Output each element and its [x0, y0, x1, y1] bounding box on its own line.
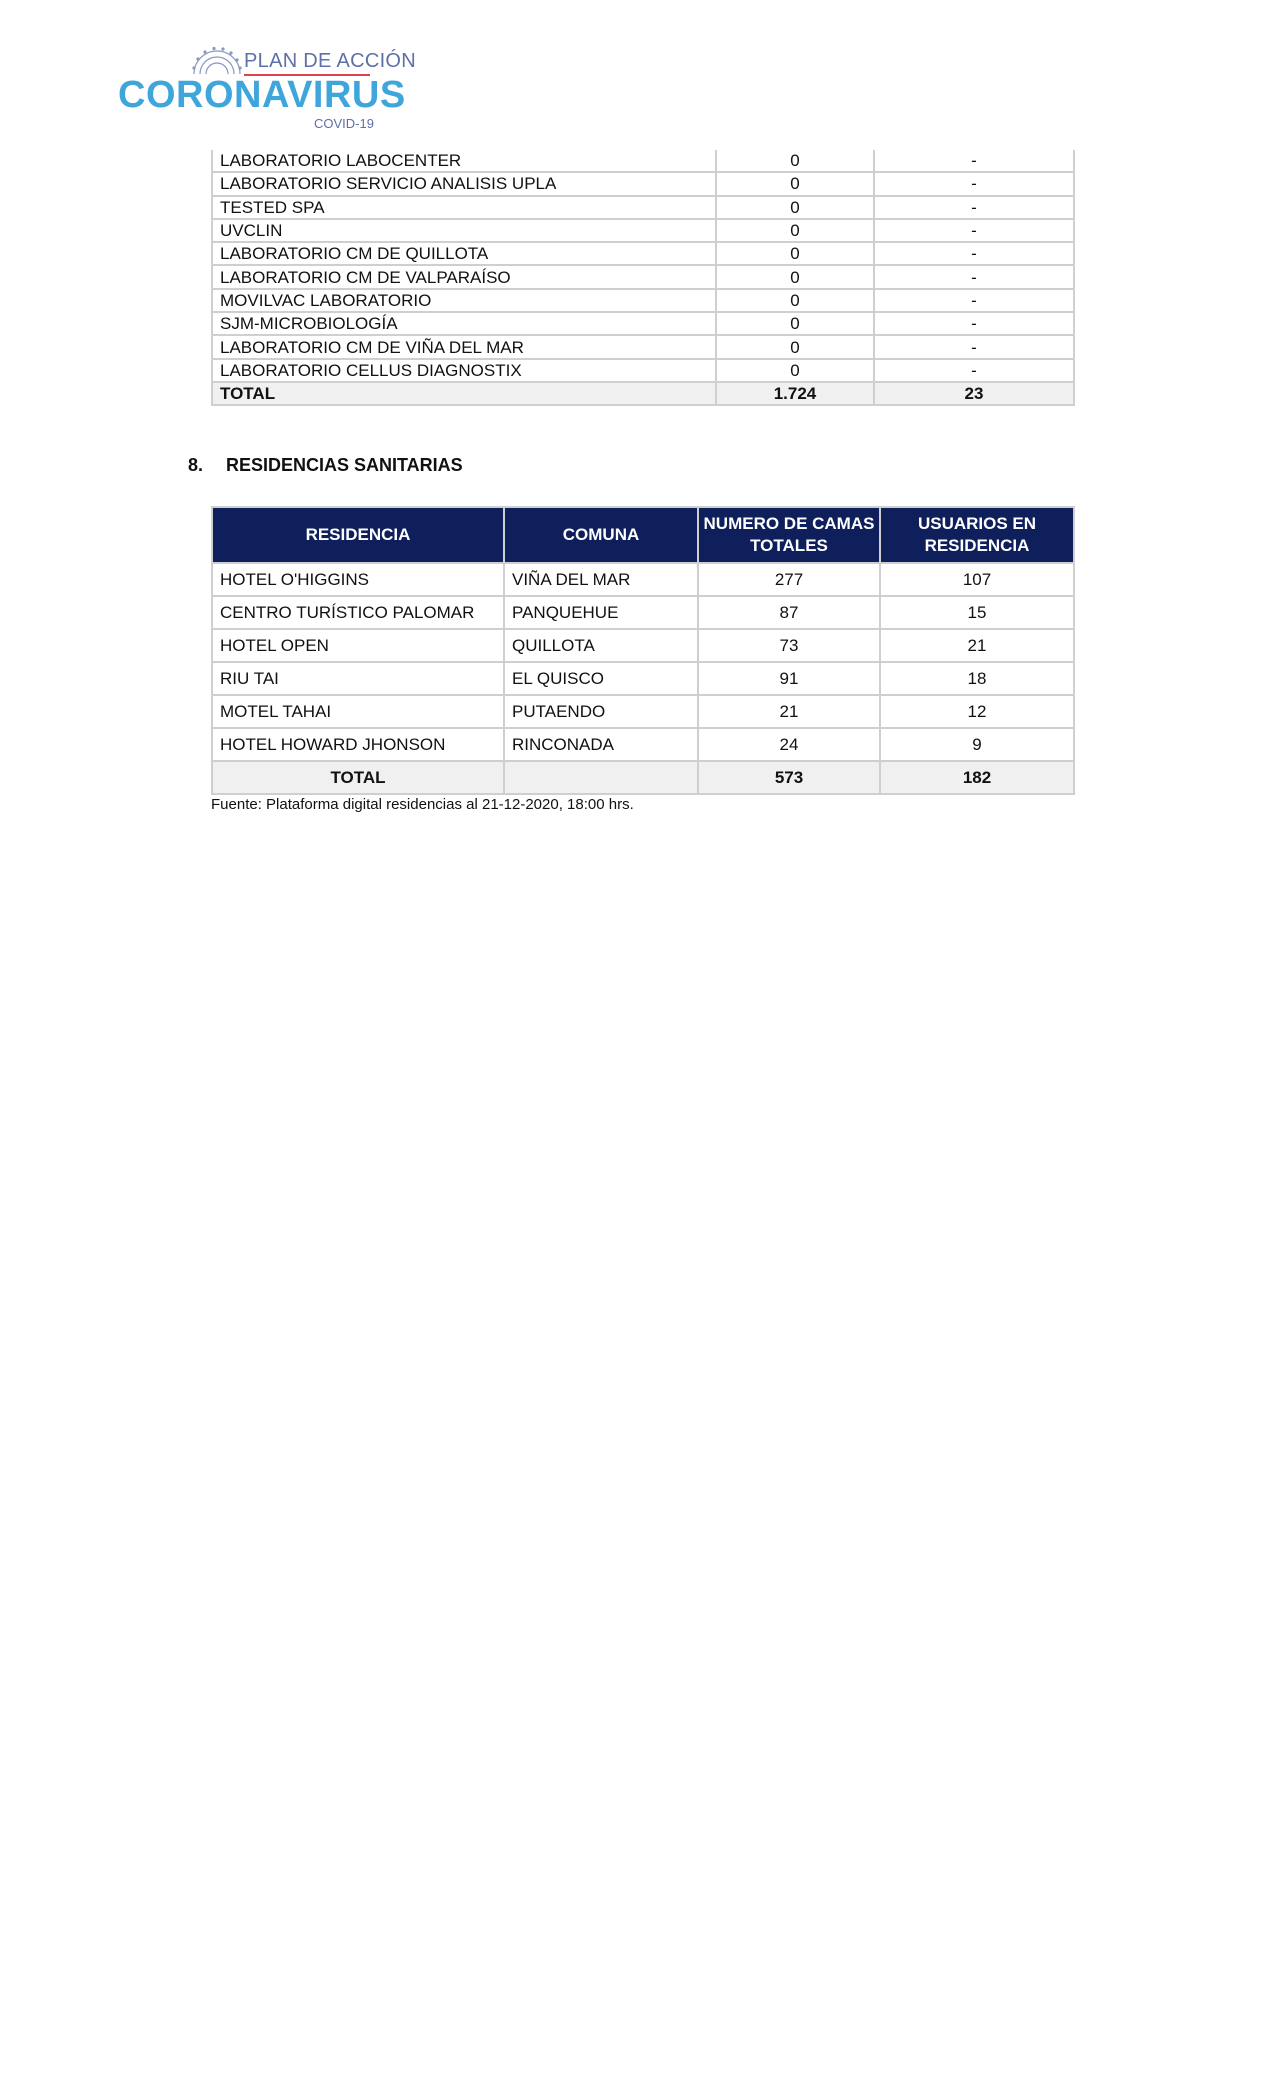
residencia-cell: HOTEL O'HIGGINS [212, 563, 504, 596]
camas-cell: 21 [698, 695, 880, 728]
table-row [212, 563, 1074, 596]
header-usuarios-line1: USUARIOS EN [917, 514, 1037, 533]
header-camas-line1: NUMERO DE CAMAS [703, 514, 875, 533]
camas-cell: 87 [698, 596, 880, 629]
table-row [212, 312, 1074, 335]
residencia-cell: HOTEL OPEN [212, 629, 504, 662]
lab-name-cell: LABORATORIO CELLUS DIAGNOSTIX [212, 359, 716, 382]
virus-icon [190, 46, 244, 76]
lab-extra-cell: - [874, 196, 1074, 219]
lab-name-cell: LABORATORIO CM DE QUILLOTA [212, 242, 716, 265]
lab-total-label: TOTAL [212, 382, 716, 405]
comuna-cell: PUTAENDO [504, 695, 698, 728]
table-row [212, 172, 1074, 195]
residences-total-label: TOTAL [212, 761, 504, 794]
table-row [212, 335, 1074, 358]
labs-table-body [212, 150, 1074, 405]
table-row [212, 219, 1074, 242]
lab-count-cell: 0 [716, 219, 874, 242]
residences-table [211, 506, 1075, 795]
labs-total-row [212, 382, 1074, 405]
section-number: 8. [188, 455, 204, 475]
labs-table [211, 150, 1075, 406]
logo-sub-text: COVID-19 [314, 116, 374, 131]
lab-extra-cell: - [874, 335, 1074, 358]
lab-extra-cell: - [874, 219, 1074, 242]
logo-plan-text: PLAN DE ACCIÓN [244, 50, 417, 72]
comuna-cell: PANQUEHUE [504, 596, 698, 629]
table-row [212, 359, 1074, 382]
lab-name-cell: UVCLIN [212, 219, 716, 242]
residencia-cell: HOTEL HOWARD JHONSON [212, 728, 504, 761]
lab-total-extra: 23 [874, 382, 1074, 405]
comuna-cell: QUILLOTA [504, 629, 698, 662]
table-row [212, 196, 1074, 219]
lab-name-cell: MOVILVAC LABORATORIO [212, 289, 716, 312]
usuarios-cell: 18 [880, 662, 1074, 695]
residencia-cell: RIU TAI [212, 662, 504, 695]
residences-total-comuna [504, 761, 698, 794]
camas-cell: 24 [698, 728, 880, 761]
residences-total-row [212, 761, 1074, 794]
comuna-cell: VIÑA DEL MAR [504, 563, 698, 596]
section-title [188, 455, 463, 476]
header-comuna: COMUNA [504, 507, 698, 563]
header-usuarios-line2: RESIDENCIA [924, 536, 1030, 555]
usuarios-cell: 15 [880, 596, 1074, 629]
lab-total-count: 1.724 [716, 382, 874, 405]
camas-cell: 277 [698, 563, 880, 596]
table-row [212, 242, 1074, 265]
usuarios-cell: 12 [880, 695, 1074, 728]
lab-count-cell: 0 [716, 359, 874, 382]
lab-count-cell: 0 [716, 265, 874, 288]
usuarios-cell: 21 [880, 629, 1074, 662]
residencia-cell: MOTEL TAHAI [212, 695, 504, 728]
table-row [212, 265, 1074, 288]
header-usuarios [880, 507, 1074, 563]
lab-count-cell: 0 [716, 242, 874, 265]
table-row [212, 662, 1074, 695]
comuna-cell: RINCONADA [504, 728, 698, 761]
source-note: Fuente: Plataforma digital residencias al 21-12-2020, 18:00 hrs. [211, 796, 634, 813]
lab-extra-cell: - [874, 289, 1074, 312]
residences-table-body [212, 563, 1074, 794]
lab-count-cell: 0 [716, 196, 874, 219]
lab-count-cell: 0 [716, 289, 874, 312]
table-row [212, 289, 1074, 312]
lab-count-cell: 0 [716, 172, 874, 195]
lab-count-cell: 0 [716, 150, 874, 172]
lab-extra-cell: - [874, 359, 1074, 382]
lab-name-cell: LABORATORIO CM DE VALPARAÍSO [212, 265, 716, 288]
residences-header-row [212, 507, 1074, 563]
header-camas [698, 507, 880, 563]
lab-extra-cell: - [874, 242, 1074, 265]
table-row [212, 150, 1074, 172]
lab-name-cell: TESTED SPA [212, 196, 716, 219]
logo [118, 46, 417, 136]
usuarios-cell: 107 [880, 563, 1074, 596]
logo-main-text: CORONAVIRUS [118, 74, 406, 116]
lab-name-cell: LABORATORIO SERVICIO ANALISIS UPLA [212, 172, 716, 195]
lab-name-cell: LABORATORIO LABOCENTER [212, 150, 716, 172]
comuna-cell: EL QUISCO [504, 662, 698, 695]
lab-extra-cell: - [874, 150, 1074, 172]
usuarios-cell: 9 [880, 728, 1074, 761]
section-title-text: RESIDENCIAS SANITARIAS [226, 455, 463, 475]
residences-total-usuarios: 182 [880, 761, 1074, 794]
lab-name-cell: LABORATORIO CM DE VIÑA DEL MAR [212, 335, 716, 358]
lab-count-cell: 0 [716, 312, 874, 335]
header-residencia: RESIDENCIA [212, 507, 504, 563]
residencia-cell: CENTRO TURÍSTICO PALOMAR [212, 596, 504, 629]
lab-count-cell: 0 [716, 335, 874, 358]
lab-extra-cell: - [874, 312, 1074, 335]
table-row [212, 596, 1074, 629]
residences-total-camas: 573 [698, 761, 880, 794]
header-camas-line2: TOTALES [750, 536, 828, 555]
table-row [212, 629, 1074, 662]
lab-name-cell: SJM-MICROBIOLOGÍA [212, 312, 716, 335]
table-row [212, 695, 1074, 728]
table-row [212, 728, 1074, 761]
camas-cell: 91 [698, 662, 880, 695]
lab-extra-cell: - [874, 172, 1074, 195]
camas-cell: 73 [698, 629, 880, 662]
lab-extra-cell: - [874, 265, 1074, 288]
